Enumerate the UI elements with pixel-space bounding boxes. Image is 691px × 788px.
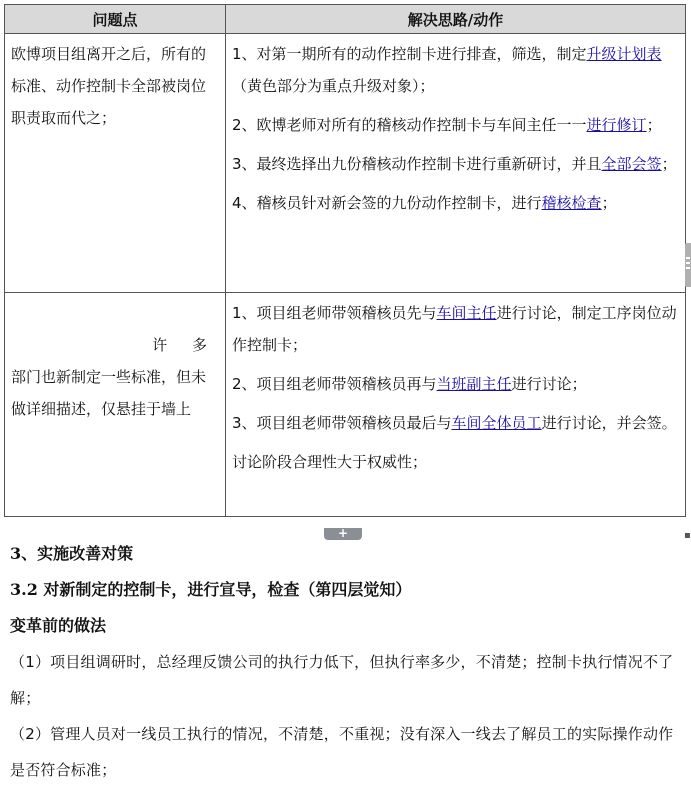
action-text: ；: [601, 194, 617, 212]
action-text: 进行讨论；: [511, 375, 587, 393]
problem-lead: 许 多: [152, 336, 217, 354]
actions-cell: [226, 34, 686, 293]
action-link[interactable]: 车间全体员工: [451, 414, 542, 432]
action-item: [232, 38, 679, 102]
action-link[interactable]: 进行修订: [586, 116, 647, 134]
subsection-heading: 3.2 对新制定的控制卡，进行宣导，检查（第四层觉知）: [10, 580, 412, 599]
action-item: [232, 297, 679, 361]
action-text: 4、稽核员针对新会签的九份动作控制卡，进行: [232, 194, 542, 212]
problem-solution-table: [4, 4, 686, 517]
section-body: [10, 536, 686, 788]
section-heading: 3、实施改善对策: [10, 544, 134, 563]
body-paragraph: （2）管理人员对一线员工执行的情况，不清楚，不重视；没有深入一线去了解员工的实际操作动作是否符合标准；: [10, 725, 674, 779]
body-paragraph: （1）项目组调研时，总经理反馈公司的执行力低下，但执行率多少，不清楚；控制卡执行情况不了解；: [10, 653, 674, 707]
action-text: 2、项目组老师带领稽核员再与: [232, 375, 437, 393]
action-link[interactable]: 车间主任: [436, 304, 497, 322]
problem-cell: [5, 34, 226, 293]
action-item: [232, 187, 679, 219]
action-item: [232, 109, 679, 141]
table-row: [5, 293, 686, 517]
action-text: ；: [646, 116, 662, 134]
actions-cell: [226, 293, 686, 517]
action-text: 进行讨论，并会签。: [541, 414, 677, 432]
action-link[interactable]: 稽核检查: [541, 194, 602, 212]
action-item: [232, 407, 679, 439]
action-text: ；: [661, 155, 677, 173]
action-item: [232, 148, 679, 180]
problem-text: 部门也新制定一些标准，但未做详细描述，仅悬挂于墙上: [11, 368, 207, 418]
header-problem: 问题点: [5, 5, 226, 34]
action-text: 进行讨论，制定工序岗位动作控制卡；: [232, 304, 677, 354]
action-text: 讨论阶段合理性大于权威性；: [232, 453, 428, 471]
problem-text-block: [11, 329, 219, 425]
subheading-before-change: 变革前的做法: [10, 616, 107, 635]
action-link[interactable]: 当班副主任: [436, 375, 512, 393]
problem-cell: [5, 293, 226, 517]
side-scroll-tab[interactable]: [685, 243, 691, 287]
action-text: 1、项目组老师带领稽核员先与: [232, 304, 437, 322]
table-row: [5, 34, 686, 293]
header-solution: 解决思路/动作: [226, 5, 686, 34]
table-header-row: [5, 5, 686, 34]
action-link[interactable]: 升级计划表: [586, 45, 662, 63]
action-item: [232, 446, 679, 478]
action-text: 3、项目组老师带领稽核员最后与: [232, 414, 452, 432]
action-link[interactable]: 全部会签: [601, 155, 662, 173]
action-item: [232, 368, 679, 400]
expand-handle-button[interactable]: +: [324, 528, 362, 540]
problem-text: 欧博项目组离开之后，所有的标准、动作控制卡全部被岗位职责取而代之；: [11, 45, 207, 127]
action-text: 2、欧博老师对所有的稽核动作控制卡与车间主任一一: [232, 116, 587, 134]
action-text: （黄色部分为重点升级对象）；: [232, 77, 435, 95]
action-text: 3、最终选择出九份稽核动作控制卡进行重新研讨，并且: [232, 155, 602, 173]
corner-mark-icon: ▪: [684, 530, 691, 541]
action-text: 1、对第一期所有的动作控制卡进行排查，筛选，制定: [232, 45, 587, 63]
